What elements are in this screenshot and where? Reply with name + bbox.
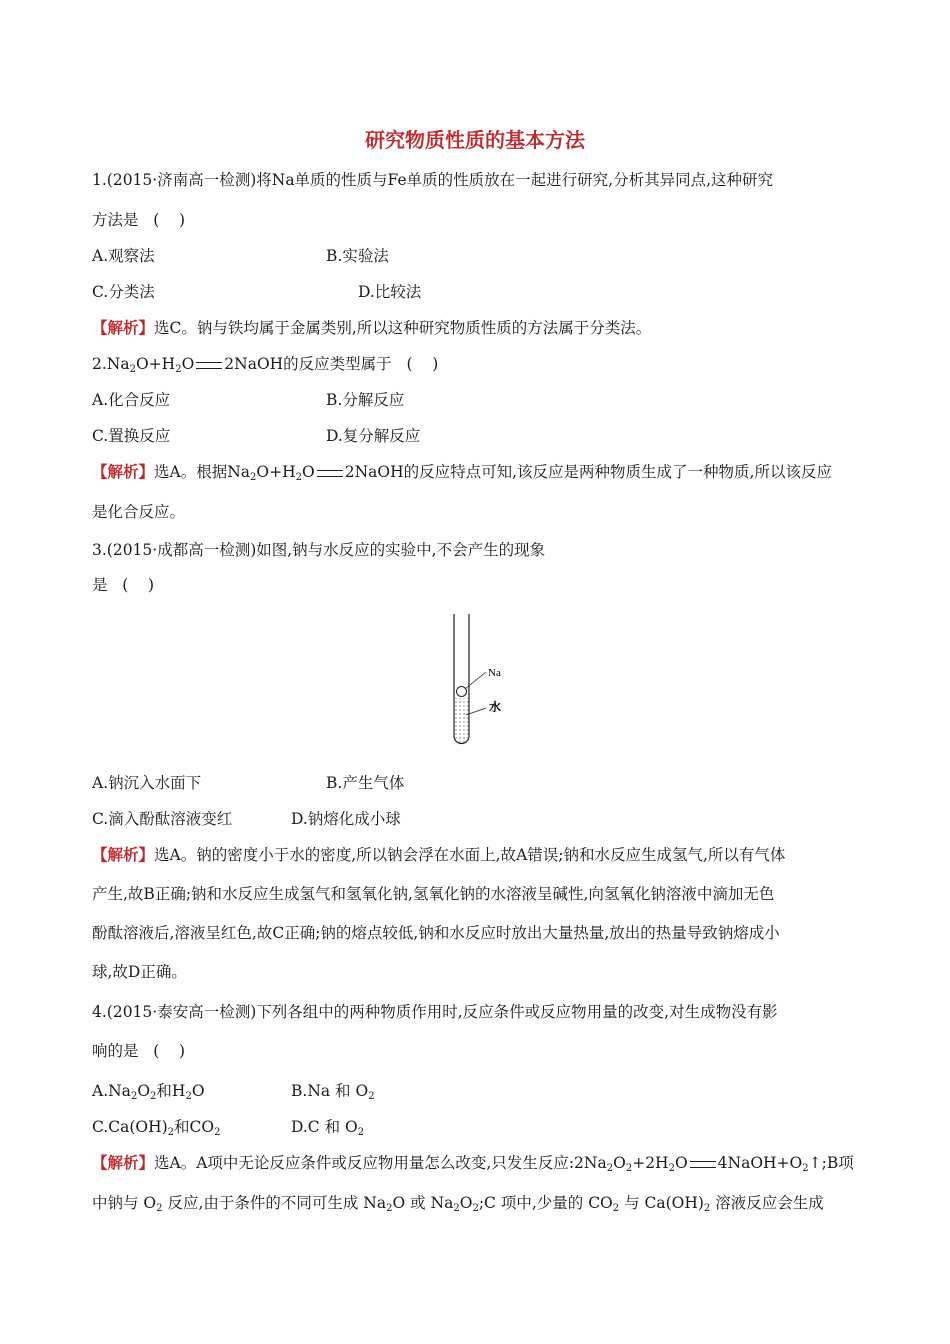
q2-option-b: B.分解反应 <box>326 391 405 409</box>
q3-option-c: C.滴入酚酞溶液变红 <box>92 810 233 828</box>
q4-stem-line1: 4.(2015·泰安高一检测)下列各组中的两种物质作用时,反应条件或反应物用量的改变,对生成物没有影 <box>92 1003 778 1021</box>
na-label: Na <box>488 667 501 679</box>
q4-analysis-line1: 【解析】选A。A项中无论反应条件或反应物用量怎么改变,只发生反应$:2Na_2O_2+2H_2O$ $4NaOH+O_2↑;B$项 <box>92 1153 854 1174</box>
analysis-tag: 【解析】 <box>92 318 155 337</box>
sodium-ball <box>457 687 467 697</box>
q1-stem-line1: 1.(2015·济南高一检测)将Na单质的性质与Fe单质的性质放在一起进行研究,分析其异同点,这种研究 <box>92 171 773 189</box>
q1-option-b: B.实验法 <box>326 247 389 265</box>
q1-option-c: C.分类法 <box>92 283 155 301</box>
water <box>455 698 469 743</box>
q4-option-a: $A.Na_2O_2$和$H_2O$ <box>92 1082 205 1102</box>
q3-analysis-line4: 球,故D正确。 <box>92 963 187 981</box>
q4-option-b: B.Na 和 $O_2$ <box>291 1082 375 1102</box>
q2-option-a: A.化合反应 <box>92 391 171 409</box>
page-title: 研究物质性质的基本方法 <box>365 128 585 152</box>
q1-option-a: A.观察法 <box>92 247 155 265</box>
q3-analysis-line3: 酚酞溶液后,溶液呈红色,故C正确;钠的熔点较低,钠和水反应时放出大量热量,放出的热量导致钠熔成小 <box>92 924 780 942</box>
q1-option-d: D.比较法 <box>358 283 422 301</box>
q2-stem: $2.Na_2O+H_2O$ 2NaOH的反应类型属于 ( ) <box>92 355 439 375</box>
q1-answer: 选C。钠与铁均属于金属类别,所以这种研究物质性质的方法属于分类法。 <box>154 319 652 337</box>
analysis-tag: 【解析】 <box>92 845 155 864</box>
q2-option-d: D.复分解反应 <box>326 427 421 445</box>
analysis-tag: 【解析】 <box>92 1153 155 1172</box>
equals-sign <box>317 470 343 477</box>
q4-stem-line2: 响的是 ( ) <box>92 1042 186 1060</box>
q2-analysis-line2: 是化合反应。 <box>92 503 186 521</box>
test-tube-figure <box>438 612 518 748</box>
q3-stem-line1: 3.(2015·成都高一检测)如图,钠与水反应的实验中,不会产生的现象 <box>92 541 546 559</box>
q3-option-b: B.产生气体 <box>326 774 405 792</box>
equals-sign <box>690 1161 716 1168</box>
q2-analysis: 【解析】选A。根据$Na_2O+H_2O$ 2NaOH的反应特点可知,该反应是两种物质生成了一种物质,所以该反应 <box>92 462 832 483</box>
q3-stem-line2: 是 ( ) <box>92 576 155 594</box>
q4-analysis-line2: 中钠与 $O_2$ 反应,由于条件的不同可生成 $Na_2O$ 或 $Na_2O_2;C$ 项中,少量的 $CO_2$ 与 $Ca(OH)_2$ 溶液反应会生成 <box>92 1194 824 1214</box>
q1-analysis <box>92 318 651 338</box>
q4-option-c: $C.Ca(OH)_2$和$CO_2$ <box>92 1118 221 1138</box>
analysis-tag: 【解析】 <box>92 462 155 481</box>
q3-option-a: A.钠沉入水面下 <box>92 774 202 792</box>
q4-option-d: D.C 和 $O_2$ <box>291 1118 365 1138</box>
water-label: 水 <box>489 700 502 714</box>
q2-option-c: C.置换反应 <box>92 427 171 445</box>
equals-sign <box>196 362 222 369</box>
q3-analysis-line1: 【解析】选A。钠的密度小于水的密度,所以钠会浮在水面上,故A错误;钠和水反应生成氢气,所以有气体 <box>92 845 786 864</box>
q3-analysis-line2: 产生,故B正确;钠和水反应生成氢气和氢氧化钠,氢氧化钠的水溶液呈碱性,向氢氧化钠溶液中滴加无色 <box>92 885 775 903</box>
q3-option-d: D.钠熔化成小球 <box>291 810 401 828</box>
q1-stem-line2: 方法是 ( ) <box>92 211 186 229</box>
